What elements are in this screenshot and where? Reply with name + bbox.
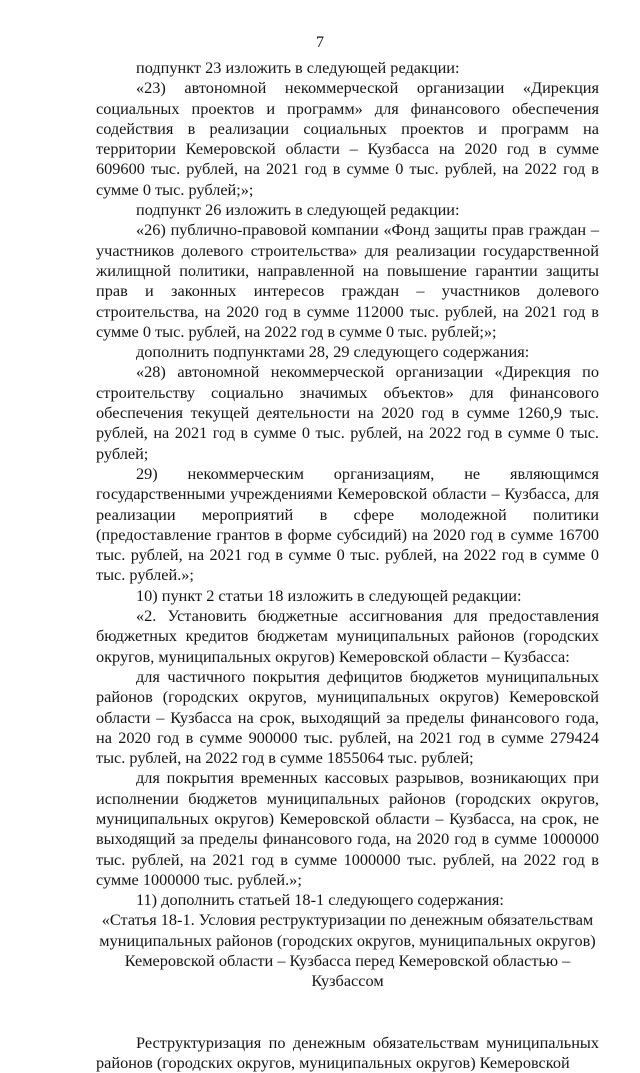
paragraph-subpoint-29: 29) некоммерческим организациям, не являющимся государственными учреждениями Кемеровской области – Кузбасса, для реализации мероприятий в сфере молодежной политики (предоставление грантов в форме субсидий) на 2020 год в сумме 16700 тыс. рублей, на 2021 год в сумме 0 тыс. рублей, на 2022 год в сумме 0 тыс. рублей.»;	[96, 463, 599, 585]
paragraph-deficit-coverage: для частичного покрытия дефицитов бюджетов муниципальных районов (городских округов, муниципальных округов) Кемеровской области – Кузбасса на срок, выходящий за пределы финансового года, на 2020 год в сумме 900000 тыс. рублей, на 2021 год в сумме 279424 тыс. рублей, на 2022 год в сумме 1855064 тыс. рублей;	[96, 666, 599, 768]
article-heading: «Статья 18-1. Условия реструктуризации по денежным обязательствам муниципальных районов (городских округов, муниципальных округов) Кемеровской области – Кузбасса перед Кемеровской областью – Кузбассом	[99, 910, 596, 991]
paragraph-spacer	[96, 992, 599, 1033]
paragraph-point-11: 11) дополнить статьей 18-1 следующего содержания:	[136, 890, 504, 910]
paragraph-subpoint-26: «26) публично-правовой компании «Фонд защиты прав граждан – участников долевого строительства» для реализации государственной жилищной политики, направленной на повышение гарантии защиты прав и законных интересов граждан – участников долевого строительства, на 2020 год в сумме 112000 тыс. рублей, на 2021 год в сумме 0 тыс. рублей, на 2022 год в сумме 0 тыс. рублей;»;	[96, 220, 599, 341]
paragraph-item-2: «2. Установить бюджетные ассигнования для предоставления бюджетных кредитов бюджетам муниципальных районов (городских округов, муниципальных округов) Кемеровской области – Кузбасса:	[96, 606, 599, 666]
paragraph-subpoint-23: «23) автономной некоммерческой организации «Дирекция социальных проектов и программ» для финансового обеспечения содействия в реализации социальных проектов и программ на территории Кемеровской области – Кузбасса на 2020 год в сумме 609600 тыс. рублей, на 2021 год в сумме 0 тыс. рублей, на 2022 год в сумме 0 тыс. рублей;»;	[96, 78, 599, 199]
page-number: 7	[316, 34, 324, 51]
document-body	[96, 58, 599, 1073]
paragraph-subpoint-28: «28) автономной некоммерческой организации «Дирекция по строительству социально значимых объектов» для финансового обеспечения текущей деятельности на 2020 год в сумме 1260,9 тыс. рублей, на 2021 год в сумме 0 тыс. рублей, на 2022 год в сумме 0 тыс. рублей;	[96, 362, 599, 463]
paragraph-point-10: 10) пункт 2 статьи 18 изложить в следующей редакции:	[136, 585, 522, 605]
paragraph-subpoint-23-intro: подпункт 23 изложить в следующей редакции:	[136, 58, 460, 77]
paragraph-cash-gaps: для покрытия временных кассовых разрывов, возникающих при исполнении бюджетов муниципальных районов (городских округов, муниципальных округов) Кемеровской области – Кузбасса, на срок, не выходящий за пределы финансового года, на 2020 год в сумме 1000000 тыс. рублей, на 2021 год в сумме 1000000 тыс. рублей, на 2022 год в сумме 1000000 тыс. рублей.»;	[96, 768, 599, 889]
paragraph-restructuring: Реструктуризация по денежным обязательствам муниципальных районов (городских округов, муниципальных округов) Кемеровской	[96, 1032, 599, 1072]
paragraph-subpoint-26-intro: подпункт 26 изложить в следующей редакции:	[136, 200, 460, 220]
paragraph-subpoints-28-29-intro: дополнить подпунктами 28, 29 следующего содержания:	[136, 342, 530, 362]
